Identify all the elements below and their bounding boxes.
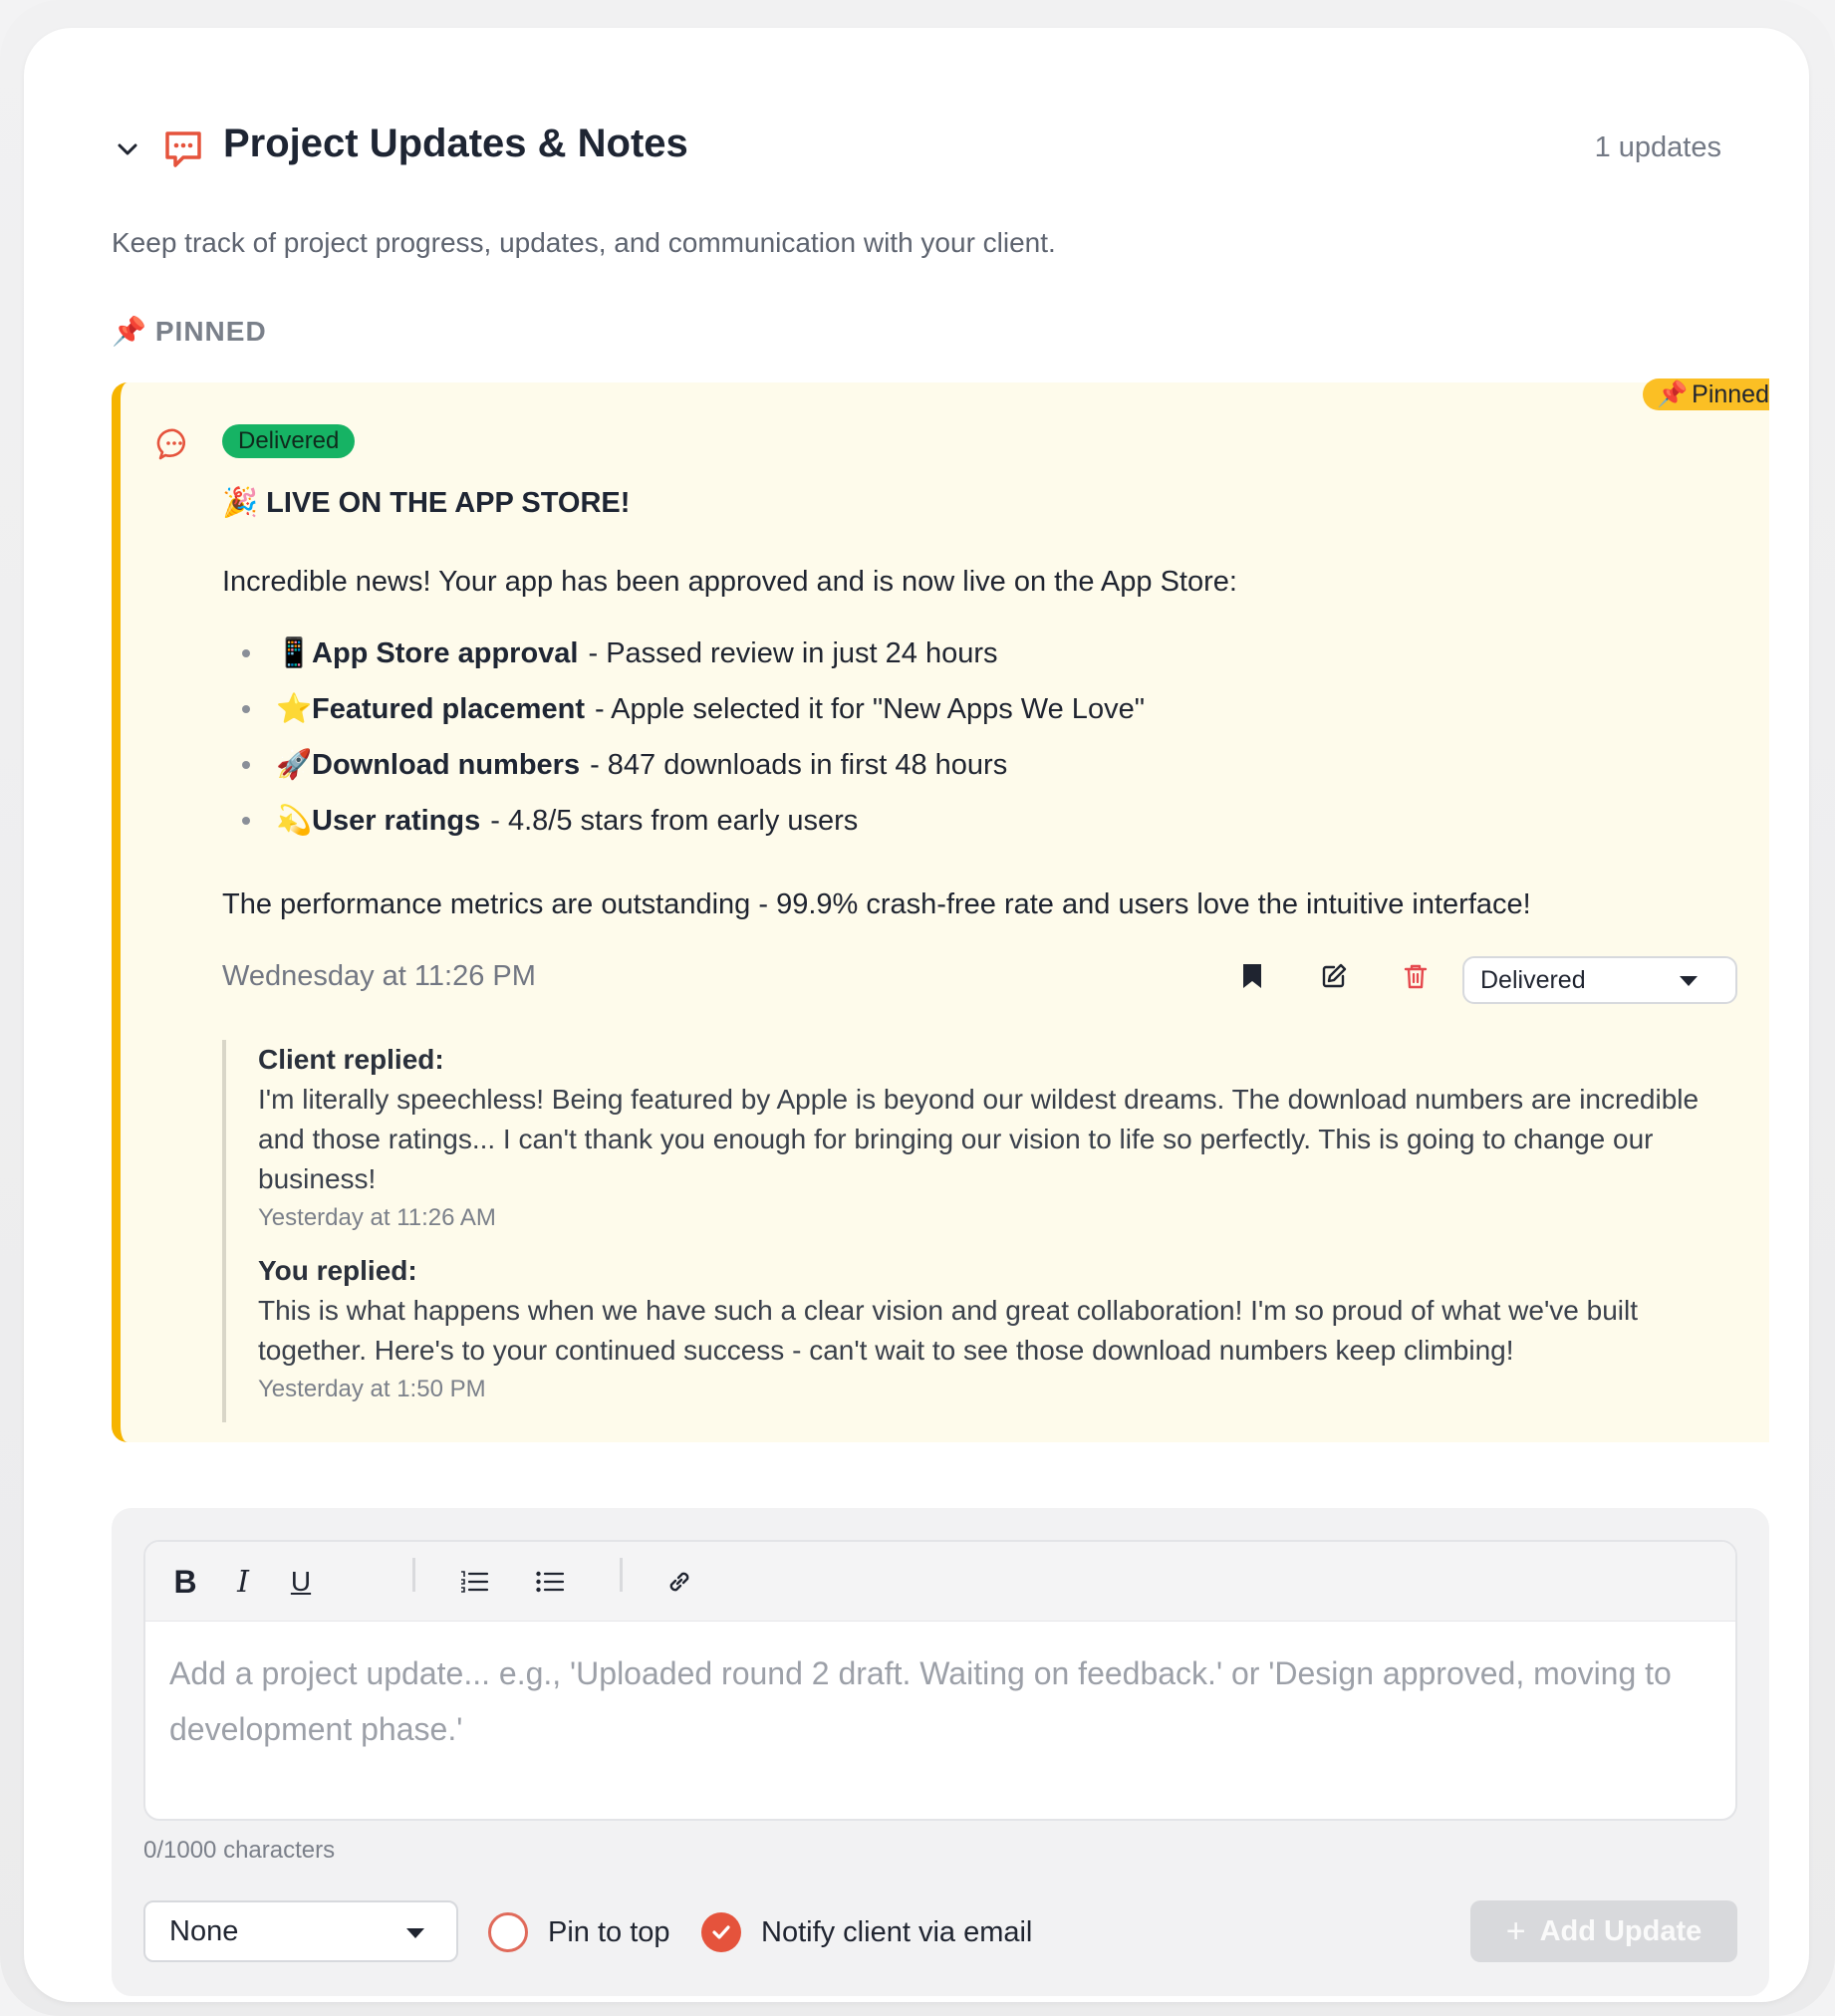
ordered-list-button[interactable]: [452, 1560, 496, 1604]
reply-body: This is what happens when we have such a clear vision and great collaboration! I'm so proud of what we've built together. Here's to your continued success - can't wait to see those download numbers keep climbing!: [258, 1295, 1639, 1366]
formatting-toolbar: [145, 1542, 1735, 1622]
list-item: ⭐ Featured placement - Apple selected it for "New Apps We Love": [222, 681, 1145, 737]
notify-client-checkbox[interactable]: [701, 1912, 741, 1952]
list-item: 🚀 Download numbers - 847 downloads in first 48 hours: [222, 737, 1145, 793]
toolbar-divider: [620, 1558, 623, 1592]
rocket-icon: 🚀: [276, 749, 313, 781]
status-select[interactable]: Delivered: [1462, 956, 1737, 1004]
phone-icon: 📱: [276, 637, 313, 669]
rich-text-editor: [143, 1540, 1737, 1821]
list-item: 💫 User ratings - 4.8/5 stars from early users: [222, 793, 1145, 849]
updates-panel: [24, 28, 1809, 2002]
bookmark-icon[interactable]: [1234, 958, 1270, 994]
reply-author: You replied:: [258, 1255, 417, 1286]
party-popper-icon: 🎉: [222, 487, 259, 519]
pushpin-icon: 📌: [1657, 379, 1689, 408]
reply-item: [258, 1251, 1746, 1408]
plus-icon: +: [1505, 1911, 1526, 1950]
link-button[interactable]: [657, 1560, 701, 1604]
caret-down-icon: [406, 1928, 424, 1938]
caret-down-icon: [1680, 976, 1698, 986]
status-badge: Delivered: [222, 424, 355, 458]
message-icon: [156, 426, 192, 462]
pinned-tag: 📌 Pinned: [1643, 378, 1769, 410]
update-type-select[interactable]: None: [143, 1900, 458, 1962]
trash-icon[interactable]: [1398, 958, 1434, 994]
check-icon: [709, 1920, 733, 1944]
update-headline: 🎉 LIVE ON THE APP STORE!: [222, 487, 631, 519]
chat-bubble-icon: [161, 127, 205, 171]
toolbar-divider: [412, 1558, 415, 1592]
update-count: 1 updates: [1594, 131, 1721, 163]
reply-author: Client replied:: [258, 1044, 444, 1075]
underline-button[interactable]: U: [290, 1566, 312, 1597]
update-closing: The performance metrics are outstanding - 99.9% crash-free rate and users love the intuitive interface!: [222, 888, 1531, 920]
reply-time: Yesterday at 11:26 AM: [258, 1204, 496, 1231]
character-count: 0/1000 characters: [143, 1837, 336, 1864]
list-item: 📱 App Store approval - Passed review in just 24 hours: [222, 626, 1145, 681]
update-bullet-list: [222, 626, 1145, 849]
pin-to-top-label[interactable]: Pin to top: [548, 1916, 670, 1948]
pinned-update-card: [112, 379, 1769, 1442]
bold-button[interactable]: B: [173, 1563, 197, 1600]
reply-body: I'm literally speechless! Being featured by Apple is beyond our wildest dreams. The download numbers are incredible and those ratings... I can't thank you enough for bringing our vision to life so perfectly. This is going to change our business!: [258, 1084, 1700, 1194]
notify-client-label[interactable]: Notify client via email: [761, 1916, 1033, 1948]
update-timestamp: Wednesday at 11:26 PM: [222, 960, 536, 992]
pin-to-top-checkbox[interactable]: [488, 1912, 528, 1952]
pushpin-icon: 📌: [112, 316, 147, 347]
page-title: Project Updates & Notes: [223, 122, 688, 165]
add-update-button[interactable]: + Add Update: [1470, 1900, 1737, 1962]
collapse-chevron-icon[interactable]: [112, 133, 143, 165]
reply-item: [258, 1040, 1746, 1237]
page-subtitle: Keep track of project progress, updates, and communication with your client.: [112, 227, 1056, 258]
reply-thread: [222, 1040, 1746, 1422]
update-intro: Incredible news! Your app has been approved and is now live on the App Store:: [222, 566, 1237, 598]
italic-button[interactable]: I: [237, 1564, 249, 1600]
bullet-list-button[interactable]: [528, 1560, 572, 1604]
edit-icon[interactable]: [1316, 958, 1352, 994]
reply-time: Yesterday at 1:50 PM: [258, 1376, 486, 1402]
pinned-section-label: 📌 PINNED: [112, 315, 267, 347]
update-composer: [112, 1508, 1769, 1996]
star-icon: ⭐: [276, 693, 313, 725]
dizzy-star-icon: 💫: [276, 805, 313, 837]
update-textarea[interactable]: Add a project update... e.g., 'Uploaded round 2 draft. Waiting on feedback.' or 'Design approved, moving to development phase.': [169, 1655, 1672, 1747]
